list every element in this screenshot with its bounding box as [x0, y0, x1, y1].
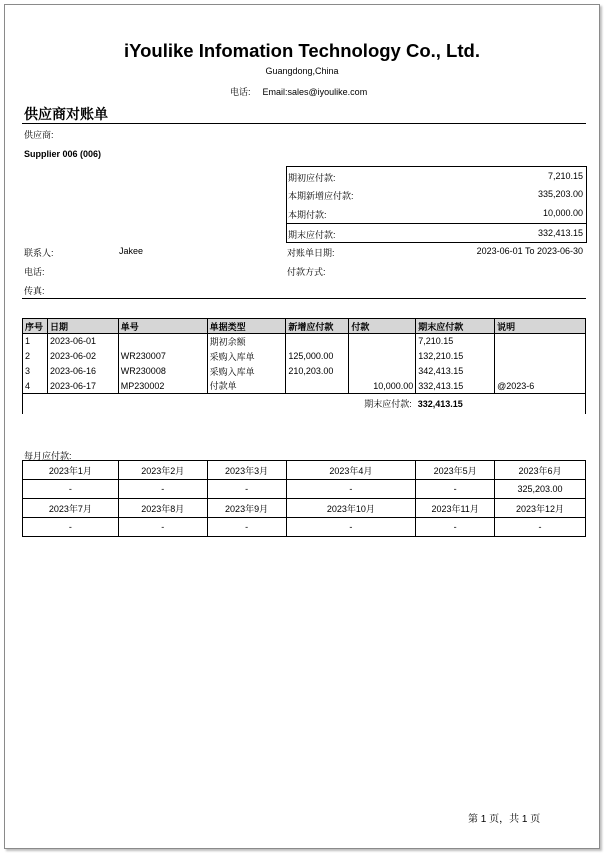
month-header: 2023年12月 — [495, 499, 586, 518]
title-divider — [22, 123, 586, 124]
monthly-label: 每月应付款: — [24, 451, 72, 461]
period-value: 2023-06-01 To 2023-06-30 — [476, 246, 583, 256]
monthly-header-row — [23, 499, 586, 518]
summary-opening-row — [287, 167, 586, 185]
summary-opening-value: 7,210.15 — [547, 171, 583, 181]
contact-value: Jakee — [119, 246, 144, 256]
row-new-payable: 210,203.00 — [286, 364, 349, 379]
month-value: - — [23, 518, 119, 537]
col-header-no: 序号 — [23, 319, 48, 334]
transactions-table — [22, 318, 586, 414]
summary-new-value: 335,203.00 — [537, 189, 583, 199]
month-value: - — [23, 480, 119, 499]
total-label: 期末应付款: — [364, 399, 412, 410]
monthly-value-row — [23, 518, 586, 537]
total-spacer — [23, 394, 349, 414]
transactions-total-row — [23, 394, 586, 414]
summary-closing-value: 332,413.15 — [537, 228, 583, 238]
month-header: 2023年9月 — [207, 499, 286, 518]
monthly-header-row — [23, 461, 586, 480]
row-no: 3 — [23, 364, 48, 379]
company-name: iYoulike Infomation Technology Co., Ltd. — [124, 40, 480, 61]
month-value: - — [118, 518, 207, 537]
row-doc-type: 采购入库单 — [207, 349, 286, 364]
summary-new-row — [287, 185, 586, 203]
total-value: 332,413.15 — [416, 394, 586, 414]
row-doc-type: 期初余额 — [207, 334, 286, 349]
period-label: 对账单日期: — [287, 248, 335, 258]
fax-label: 传真: — [24, 286, 45, 296]
table-row — [23, 349, 586, 364]
row-balance: 132,210.15 — [416, 349, 495, 364]
month-value: - — [207, 480, 286, 499]
summary-new-label: 本期新增应付款: — [288, 191, 354, 201]
row-doc-no: MP230002 — [118, 379, 207, 394]
row-note — [495, 349, 586, 364]
col-header-closing-payable: 期末应付款 — [416, 319, 495, 334]
report-page — [4, 4, 600, 849]
month-header: 2023年11月 — [416, 499, 495, 518]
row-doc-no — [118, 334, 207, 349]
month-header: 2023年2月 — [118, 461, 207, 480]
summary-closing-label: 期末应付款: — [288, 230, 336, 240]
supplier-label: 供应商: — [24, 130, 54, 140]
month-value: - — [207, 518, 286, 537]
row-date: 2023-06-02 — [47, 349, 118, 364]
table-row — [23, 379, 586, 394]
month-value: - — [118, 480, 207, 499]
month-header: 2023年3月 — [207, 461, 286, 480]
row-date: 2023-06-17 — [47, 379, 118, 394]
row-payment — [349, 364, 416, 379]
row-new-payable: 125,000.00 — [286, 349, 349, 364]
company-contact — [230, 85, 367, 98]
summary-paid-label: 本期付款: — [288, 210, 327, 220]
month-value: 325,203.00 — [495, 480, 586, 499]
row-doc-type: 采购入库单 — [207, 364, 286, 379]
supplier-name: Supplier 006 (006) — [24, 149, 102, 159]
col-header-payment: 付款 — [349, 319, 416, 334]
row-doc-type: 付款单 — [207, 379, 286, 394]
month-value: - — [416, 480, 495, 499]
month-value: - — [495, 518, 586, 537]
month-header: 2023年4月 — [286, 461, 416, 480]
row-no: 4 — [23, 379, 48, 394]
transactions-header-row — [23, 319, 586, 334]
month-header: 2023年5月 — [416, 461, 495, 480]
row-balance: 332,413.15 — [416, 379, 495, 394]
row-date: 2023-06-16 — [47, 364, 118, 379]
row-payment — [349, 349, 416, 364]
month-header: 2023年8月 — [118, 499, 207, 518]
row-note: @2023-6 — [495, 379, 586, 394]
col-header-doc-no: 单号 — [118, 319, 207, 334]
table-row — [23, 334, 586, 349]
month-header: 2023年7月 — [23, 499, 119, 518]
company-phone-label: 电话: — [230, 87, 251, 97]
phone-label: 电话: — [24, 267, 45, 277]
month-header: 2023年1月 — [23, 461, 119, 480]
row-payment: 10,000.00 — [349, 379, 416, 394]
summary-opening-label: 期初应付款: — [288, 173, 336, 183]
col-header-note: 说明 — [495, 319, 586, 334]
monthly-table — [22, 460, 586, 537]
page-number: 第 1 页，共 1 页 — [468, 814, 541, 825]
col-header-doc-type: 单据类型 — [207, 319, 286, 334]
contact-label: 联系人: — [24, 248, 54, 258]
row-no: 1 — [23, 334, 48, 349]
payment-method-label: 付款方式: — [287, 267, 326, 277]
summary-paid-row — [287, 204, 586, 222]
row-note — [495, 364, 586, 379]
row-payment — [349, 334, 416, 349]
row-no: 2 — [23, 349, 48, 364]
row-new-payable — [286, 334, 349, 349]
summary-closing-row — [287, 223, 586, 242]
month-value: - — [286, 480, 416, 499]
month-header: 2023年10月 — [286, 499, 416, 518]
company-email: Email:sales@iyoulike.com — [262, 87, 368, 97]
month-value: - — [416, 518, 495, 537]
table-row — [23, 364, 586, 379]
month-header: 2023年6月 — [495, 461, 586, 480]
row-doc-no: WR230007 — [118, 349, 207, 364]
row-new-payable — [286, 379, 349, 394]
summary-box — [286, 166, 587, 243]
row-doc-no: WR230008 — [118, 364, 207, 379]
document-title: 供应商对账单 — [24, 106, 108, 122]
row-balance: 7,210.15 — [416, 334, 495, 349]
col-header-new-payable: 新增应付款 — [286, 319, 349, 334]
company-location: Guangdong,China — [265, 66, 339, 76]
summary-paid-value: 10,000.00 — [542, 208, 583, 218]
row-balance: 342,413.15 — [416, 364, 495, 379]
monthly-value-row — [23, 480, 586, 499]
col-header-date: 日期 — [47, 319, 118, 334]
info-divider — [22, 298, 586, 299]
row-note — [495, 334, 586, 349]
month-value: - — [286, 518, 416, 537]
row-date: 2023-06-01 — [47, 334, 118, 349]
